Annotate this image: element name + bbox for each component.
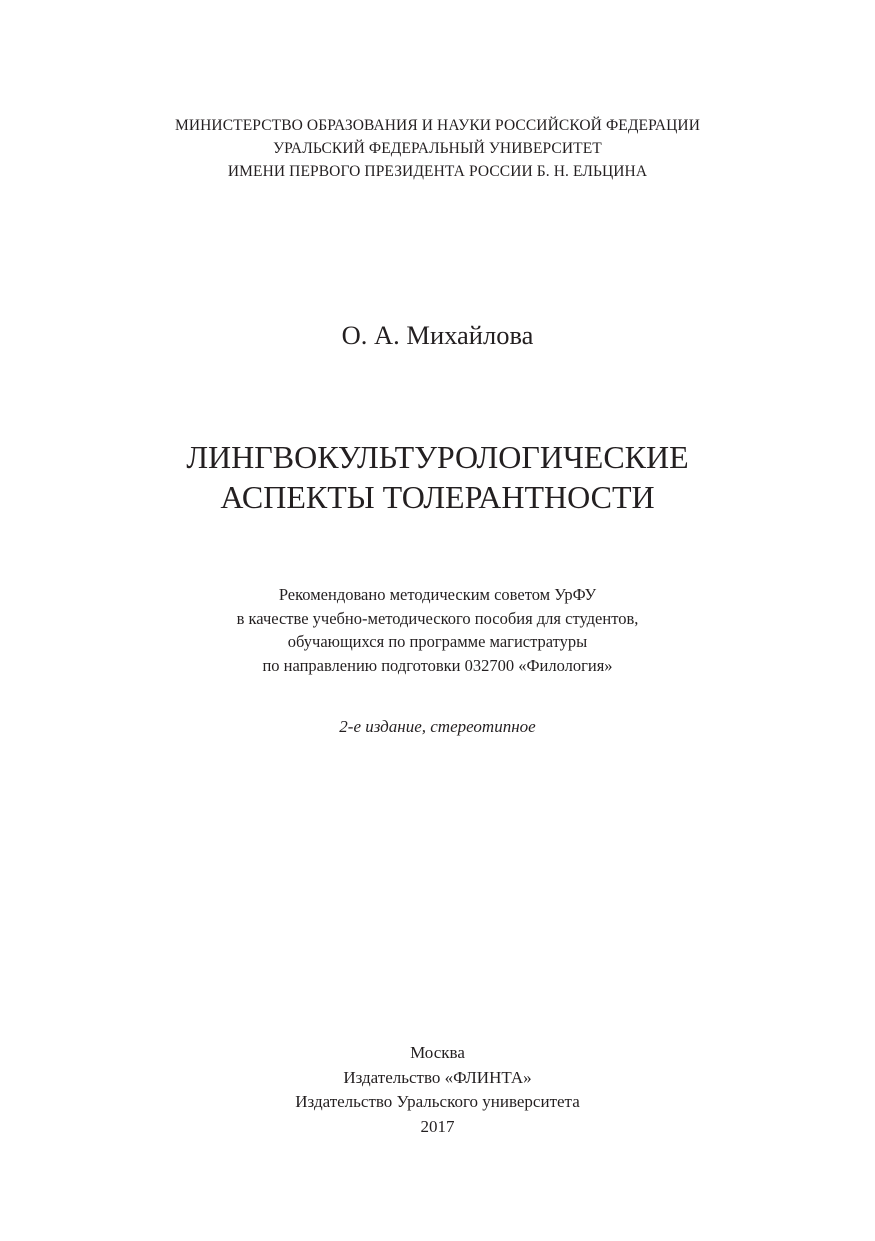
institution-header [0,114,875,183]
book-title-line-2: АСПЕКТЫ ТОЛЕРАНТНОСТИ [220,479,655,515]
imprint-publisher-1: Издательство «ФЛИНТА» [343,1067,532,1087]
recommendation-line-4: по направлению подготовки 032700 «Филология» [262,655,613,675]
university-name-line: ИМЕНИ ПЕРВОГО ПРЕЗИДЕНТА РОССИИ Б. Н. ЕЛЬЦИНА [227,163,648,180]
university-line: УРАЛЬСКИЙ ФЕДЕРАЛЬНЫЙ УНИВЕРСИТЕТ [273,140,602,157]
imprint [0,1041,875,1139]
recommendation-line-1: Рекомендовано методическим советом УрФУ [278,585,597,604]
imprint-publisher-2: Издательство Уральского университета [295,1092,580,1111]
edition-note: 2-е издание, стереотипное [339,717,536,736]
recommendation-line-3: обучающихся по программе магистратуры [287,632,588,651]
author-name: О. А. Михайлова [341,320,534,350]
book-title [0,437,875,517]
ministry-line: МИНИСТЕРСТВО ОБРАЗОВАНИЯ И НАУКИ РОССИЙСКОЙ ФЕДЕРАЦИИ [174,117,701,134]
imprint-year: 2017 [420,1116,455,1136]
imprint-city: Москва [410,1043,465,1062]
recommendation-line-2: в качестве учебно-методического пособия для студентов, [236,608,639,628]
recommendation-note [0,583,875,677]
book-title-line-1: ЛИНГВОКУЛЬТУРОЛОГИЧЕСКИЕ [186,439,689,475]
